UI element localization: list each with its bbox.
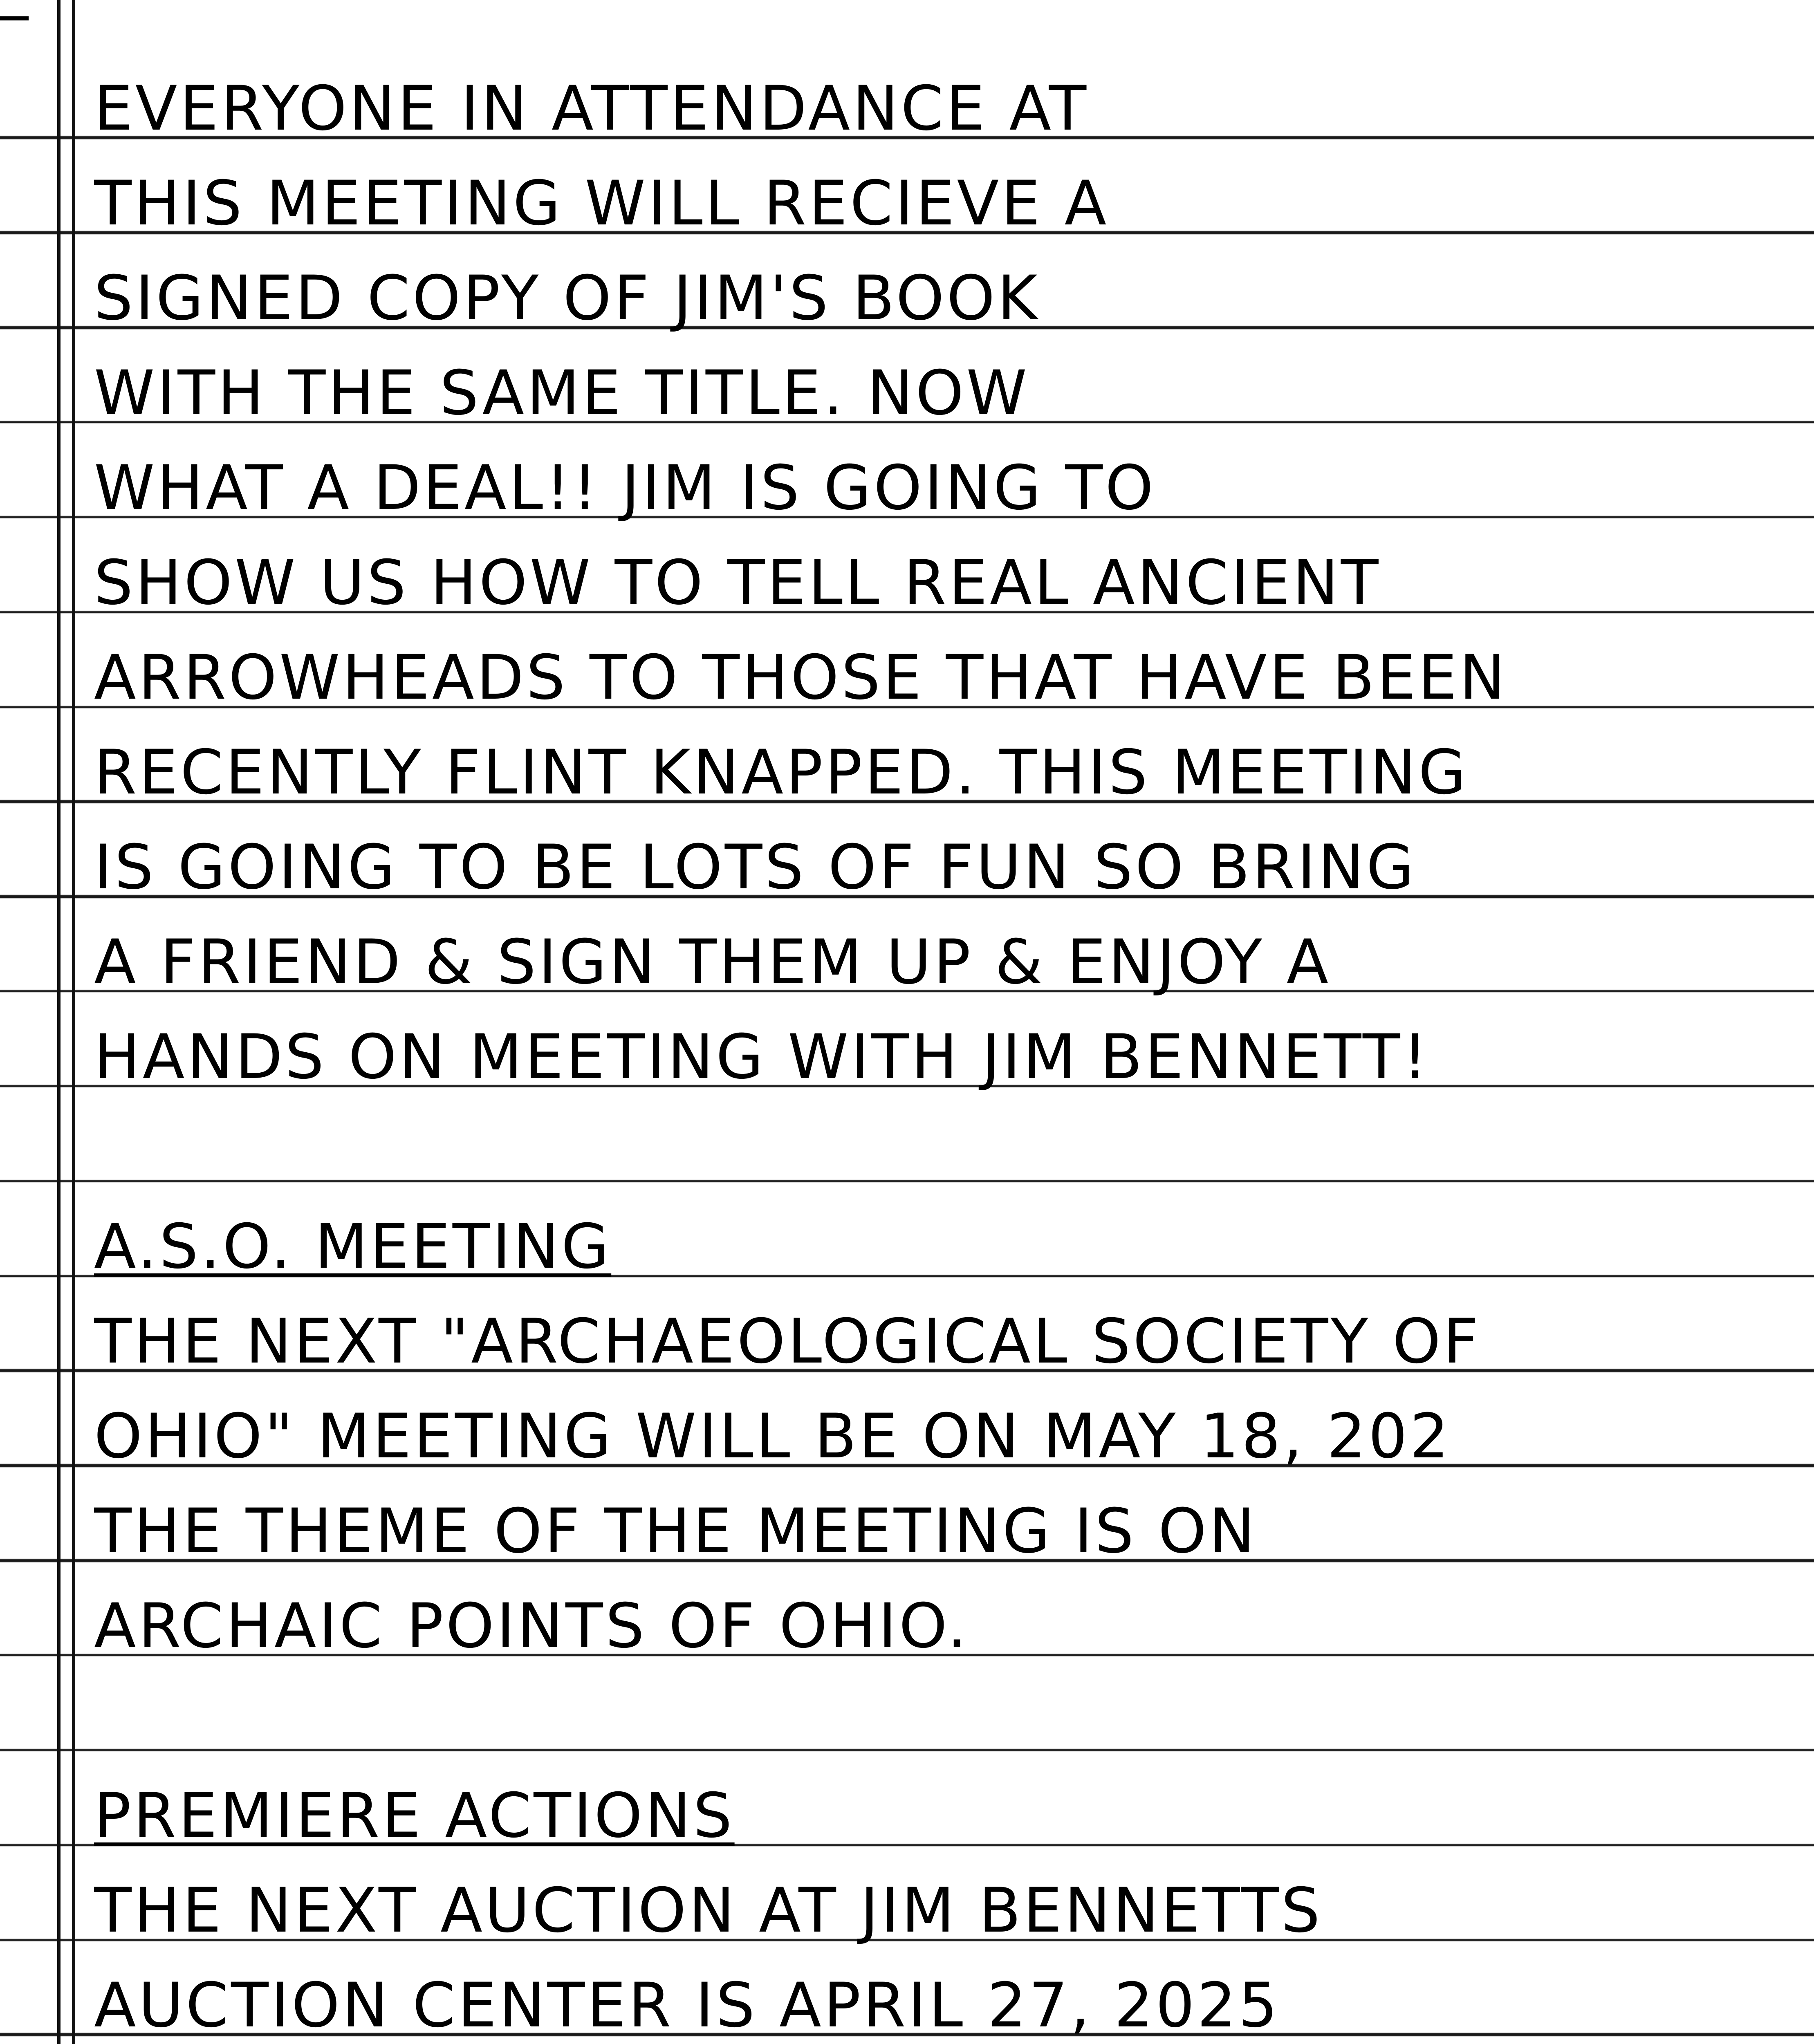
paragraph-line: A FRIEND & SIGN THEM UP & ENJOY A: [94, 927, 1331, 998]
section-heading: [94, 1768, 1770, 1863]
paragraph-line: ARCHAIC POINTS OF OHIO.: [94, 1591, 969, 1662]
paragraph-line: THE THEME OF THE MEETING IS ON: [94, 1496, 1258, 1567]
page-corner-mark: [0, 16, 29, 20]
paragraph-line: EVERYONE IN ATTENDANCE AT: [94, 73, 1089, 144]
paragraph-line: THIS MEETING WILL RECIEVE A: [94, 168, 1109, 239]
auction-section: [94, 1768, 1770, 2044]
paragraph-line: IS GOING TO BE LOTS OF FUN SO BRING: [94, 832, 1417, 903]
margin-line-left: [57, 0, 61, 2044]
paragraph-line: ARROWHEADS TO THOSE THAT HAVE BEEN: [94, 642, 1508, 713]
paragraph-line: SIGNED COPY OF JIM'S BOOK: [94, 263, 1040, 334]
paragraph-line: RECENTLY FLINT KNAPPED. THIS MEETING: [94, 737, 1469, 808]
paragraph-line: THE NEXT "ARCHAEOLOGICAL SOCIETY OF: [94, 1306, 1481, 1377]
handwritten-content: [94, 61, 1770, 2044]
blank-line: [94, 1674, 1770, 1768]
paragraph-line: WHAT A DEAL!! JIM IS GOING TO: [94, 453, 1156, 524]
paragraph-line: THE NEXT AUCTION AT JIM BENNETTS: [94, 1875, 1323, 1946]
blank-line: [94, 1105, 1770, 1199]
margin-line-right: [72, 0, 75, 2044]
attendance-paragraph: [94, 61, 1770, 1105]
section-heading: [94, 1199, 1770, 1294]
auction-heading: PREMIERE ACTIONS: [94, 1780, 735, 1851]
aso-meeting-section: [94, 1199, 1770, 1674]
paragraph-line: SHOW US HOW TO TELL REAL ANCIENT: [94, 547, 1381, 619]
paragraph-line: HANDS ON MEETING WITH JIM BENNETT!: [94, 1022, 1430, 1093]
aso-heading: A.S.O. MEETING: [94, 1211, 612, 1282]
paragraph-line: OHIO" MEETING WILL BE ON MAY 18, 202: [94, 1401, 1451, 1472]
paragraph-line: AUCTION CENTER IS APRIL 27, 2025: [94, 1970, 1280, 2041]
paragraph-line: WITH THE SAME TITLE. NOW: [94, 358, 1029, 429]
